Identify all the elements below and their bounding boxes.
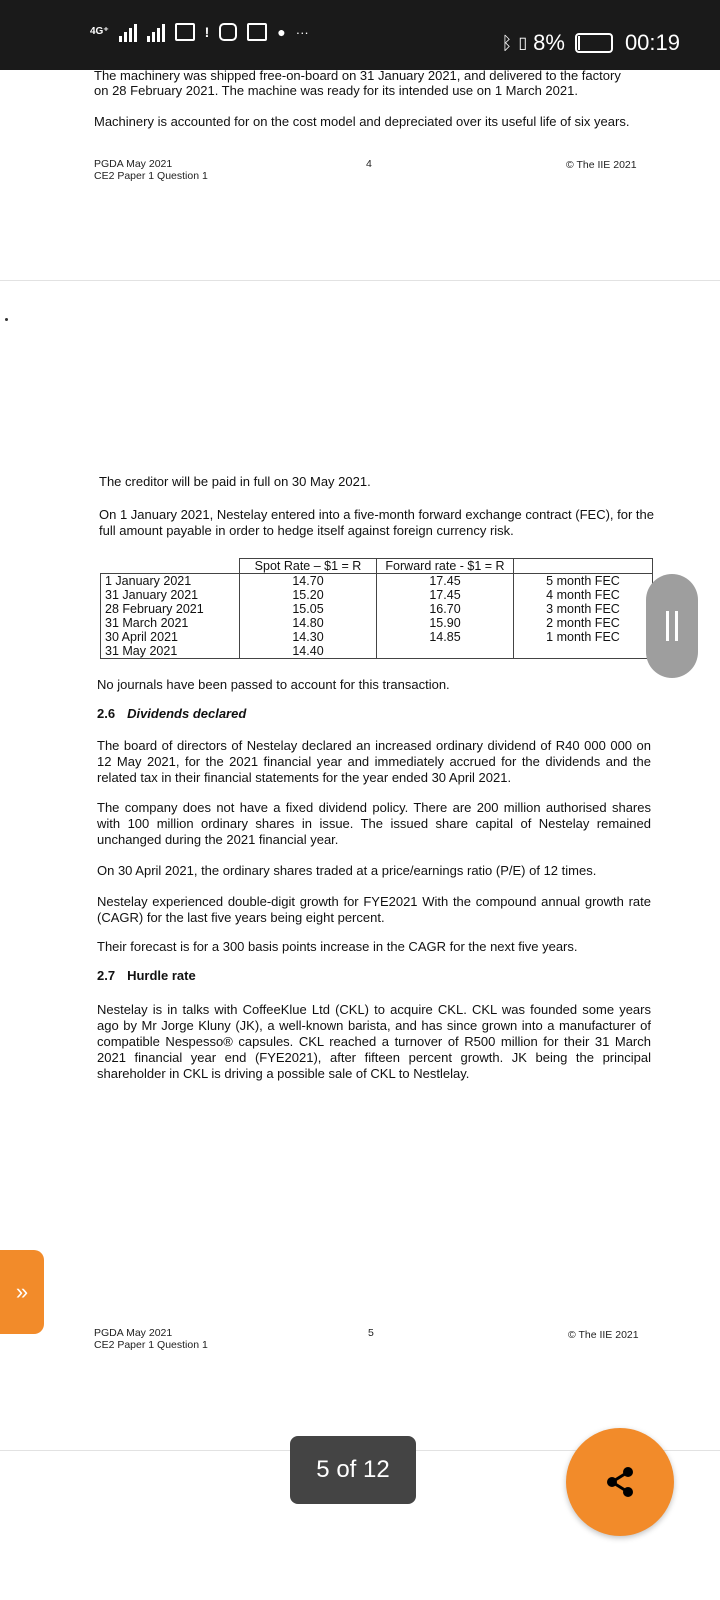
signal-icon-2 — [147, 22, 165, 42]
mail-icon — [247, 23, 267, 41]
table-row — [101, 616, 653, 630]
table-cell-forward: 17.45 — [377, 574, 514, 589]
dividend-paragraph-5: Their forecast is for a 300 basis points increase in the CAGR for the next five years. — [97, 939, 578, 954]
page5-number: 5 — [368, 1327, 374, 1339]
clock: 00:19 — [624, 30, 680, 55]
page5-footer-course: PGDA May 2021 CE2 Paper 1 Question 1 — [94, 1327, 208, 1351]
page5-copyright: © The IIE 2021 — [568, 1329, 639, 1341]
double-chevron-right-icon: » — [15, 1279, 29, 1304]
alert-icon: ! — [204, 24, 210, 40]
table-header-spot: Spot Rate – $1 = R — [240, 559, 377, 574]
table-row — [101, 644, 653, 659]
more-notifications-icon: ··· — [295, 24, 309, 40]
table-cell-date: 1 January 2021 — [101, 574, 240, 589]
bluetooth-icon: ᛒ — [501, 32, 513, 53]
table-cell-spot: 14.30 — [240, 630, 377, 644]
table-row — [101, 630, 653, 644]
status-icons-right — [502, 30, 680, 56]
network-type: 4G⁺ — [90, 26, 109, 37]
table-row — [101, 602, 653, 616]
no-journals-text: No journals have been passed to account for this transaction. — [97, 677, 450, 692]
page4-footer-course: PGDA May 2021 CE2 Paper 1 Question 1 — [94, 158, 208, 182]
video-call-icon — [175, 23, 195, 41]
fec-intro-text: On 1 January 2021, Nestelay entered into a five-month forward exchange contract (FEC), for the full amount payable in order to hedge itself against foreign currency risk. — [99, 507, 654, 538]
table-cell-fec — [514, 644, 653, 659]
table-cell-date: 30 April 2021 — [101, 630, 240, 644]
dividend-paragraph-3: On 30 April 2021, the ordinary shares traded at a price/earnings ratio (P/E) of 12 times. — [97, 863, 597, 878]
table-cell-spot: 15.20 — [240, 588, 377, 602]
table-cell-forward: 15.90 — [377, 616, 514, 630]
creditor-text: The creditor will be paid in full on 30 May 2021. — [99, 474, 371, 489]
exchange-rate-table — [100, 558, 653, 659]
table-cell-fec: 4 month FEC — [514, 588, 653, 602]
table-header-fec — [514, 559, 653, 574]
battery-icon — [575, 33, 613, 53]
instagram-icon — [219, 23, 237, 41]
signal-icon — [119, 22, 137, 42]
table-row — [101, 588, 653, 602]
table-cell-fec: 3 month FEC — [514, 602, 653, 616]
table-cell-date: 31 March 2021 — [101, 616, 240, 630]
table-cell-forward — [377, 644, 514, 659]
status-bar — [0, 0, 720, 70]
share-icon — [602, 1464, 638, 1500]
table-cell-fec: 2 month FEC — [514, 616, 653, 630]
dividend-paragraph-1: The board of directors of Nestelay declared an increased ordinary dividend of R40 000 000 on 12 May 2021, for the 2021 financial year and immediately accrued for the dividends and the related tax in their financial statements for the year ended 30 April 2021. — [97, 738, 651, 785]
vibrate-icon: ▯ — [518, 35, 528, 52]
grip-line — [675, 611, 678, 641]
machinery-delivery-text: on 28 February 2021. The machine was ready for its intended use on 1 March 2021. — [94, 83, 578, 98]
table-cell-spot: 14.80 — [240, 616, 377, 630]
page-indicator-text: 5 of 12 — [316, 1456, 390, 1483]
section-2-7-heading: 2.7 Hurdle rate — [97, 968, 196, 983]
dividend-paragraph-2: The company does not have a fixed dividend policy. There are 200 million authorised shares with 100 million ordinary shares in issue. The issued share capital of Nestelay remained unchanged during the 2021 financial year. — [97, 800, 651, 847]
share-button[interactable] — [566, 1428, 674, 1536]
table-cell-date: 28 February 2021 — [101, 602, 240, 616]
table-cell-fec: 5 month FEC — [514, 574, 653, 589]
battery-percent: 8% — [533, 30, 565, 55]
table-cell-date: 31 May 2021 — [101, 644, 240, 659]
snapchat-icon: ● — [277, 24, 286, 40]
table-cell-forward: 17.45 — [377, 588, 514, 602]
table-header-forward: Forward rate - $1 = R — [377, 559, 514, 574]
table-header-date — [101, 559, 240, 574]
hurdle-rate-paragraph: Nestelay is in talks with CoffeeKlue Ltd (CKL) to acquire CKL. CKL was founded some years ago by Mr Jorge Kluny (JK), a well-known barista, and has since grown into a manufacturer of compatible Nespesso® capsules. CKL reached a turnover of R500 million for their 31 March 2021 financial year end (FYE2021), after fifteen percent growth. JK being the principal shareholder in CKL is driving a possible sale of CKL to Nestlelay. — [97, 1002, 651, 1081]
machinery-shipping-text: The machinery was shipped free-on-board on 31 January 2021, and delivered to the factory — [94, 68, 621, 83]
table-cell-forward: 14.85 — [377, 630, 514, 644]
section-2-6-heading: 2.6 Dividends declared — [97, 706, 247, 721]
grip-line — [666, 611, 669, 641]
dividend-paragraph-4: Nestelay experienced double-digit growth for FYE2021 With the compound annual growth rate (CAGR) for the last five years being eight percent. — [97, 894, 651, 925]
margin-dot — [5, 318, 8, 321]
table-cell-forward: 16.70 — [377, 602, 514, 616]
table-cell-spot: 14.40 — [240, 644, 377, 659]
expand-sidebar-button[interactable] — [0, 1250, 44, 1334]
page-indicator — [290, 1436, 416, 1504]
table-cell-date: 31 January 2021 — [101, 588, 240, 602]
table-row — [101, 574, 653, 589]
page4-number: 4 — [366, 158, 372, 170]
table-cell-spot: 15.05 — [240, 602, 377, 616]
page-separator — [0, 280, 720, 281]
table-cell-fec: 1 month FEC — [514, 630, 653, 644]
scrollbar-thumb[interactable] — [646, 574, 698, 678]
status-icons-left — [90, 22, 309, 42]
table-header-row — [101, 559, 653, 574]
machinery-accounting-text: Machinery is accounted for on the cost model and depreciated over its useful life of six years. — [94, 114, 630, 129]
table-cell-spot: 14.70 — [240, 574, 377, 589]
page4-copyright: © The IIE 2021 — [566, 159, 637, 171]
